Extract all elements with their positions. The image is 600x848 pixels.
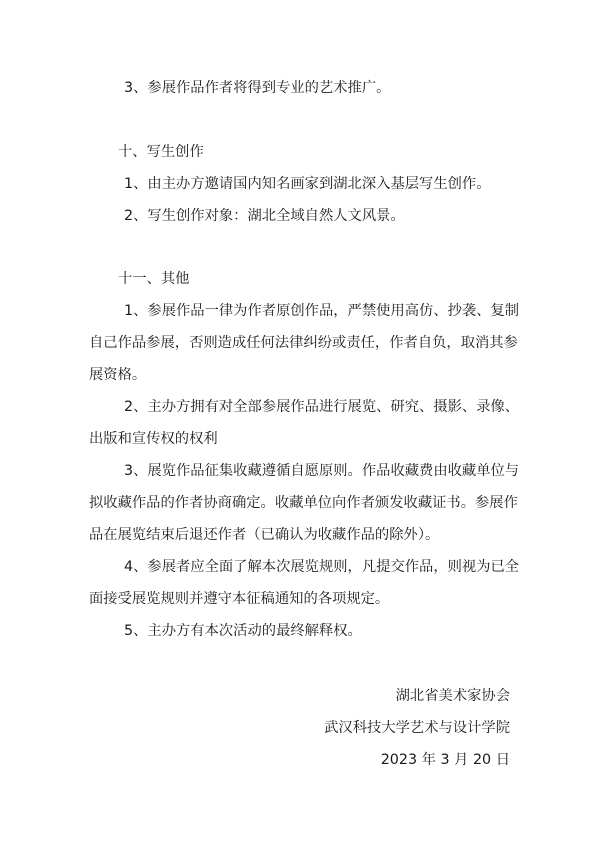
section11-p1-line1: 1、参展作品一律为作者原创作品，严禁使用高仿、抄袭、复制 [124,303,520,319]
signature-org1: 湖北省美术家协会 [395,688,510,704]
signature-date: 2023 年 3 月 20 日 [380,752,510,768]
section11-p3-line1: 3、展览作品征集收藏遵循自愿原则。作品收藏费由收藏单位与 [124,463,520,479]
section11-p5: 5、主办方有本次活动的最终解释权。 [124,623,362,639]
section11-p1-line3: 展资格。 [89,367,147,383]
section11-p2-line2: 出版和宣传权的权利 [89,431,218,447]
section10-item-2: 2、写生创作对象：湖北全域自然人文风景。 [124,208,405,224]
section10-heading: 十、写生创作 [118,144,204,160]
signature-org2: 武汉科技大学艺术与设计学院 [324,720,510,736]
section10-item-1: 1、由主办方邀请国内知名画家到湖北深入基层写生创作。 [124,176,491,192]
section11-p4-line2: 面接受展览规则并遵守本征稿通知的各项规定。 [89,591,390,607]
section11-p2-line1: 2、主办方拥有对全部参展作品进行展览、研究、摄影、录像、 [124,399,520,415]
section11-p4-line1: 4、参展者应全面了解本次展览规则，凡提交作品，则视为已全 [124,559,520,575]
section11-heading: 十一、其他 [118,271,190,287]
section11-p3-line2: 拟收藏作品的作者协商确定。收藏单位向作者颁发收藏证书。参展作 [89,495,518,511]
section11-p1-line2: 自己作品参展，否则造成任何法律纠纷或责任，作者自负，取消其参 [89,335,518,351]
section9-item-3: 3、参展作品作者将得到专业的艺术推广。 [124,80,391,96]
section11-p3-line3: 品在展览结束后退还作者（已确认为收藏作品的除外）。 [89,527,440,543]
